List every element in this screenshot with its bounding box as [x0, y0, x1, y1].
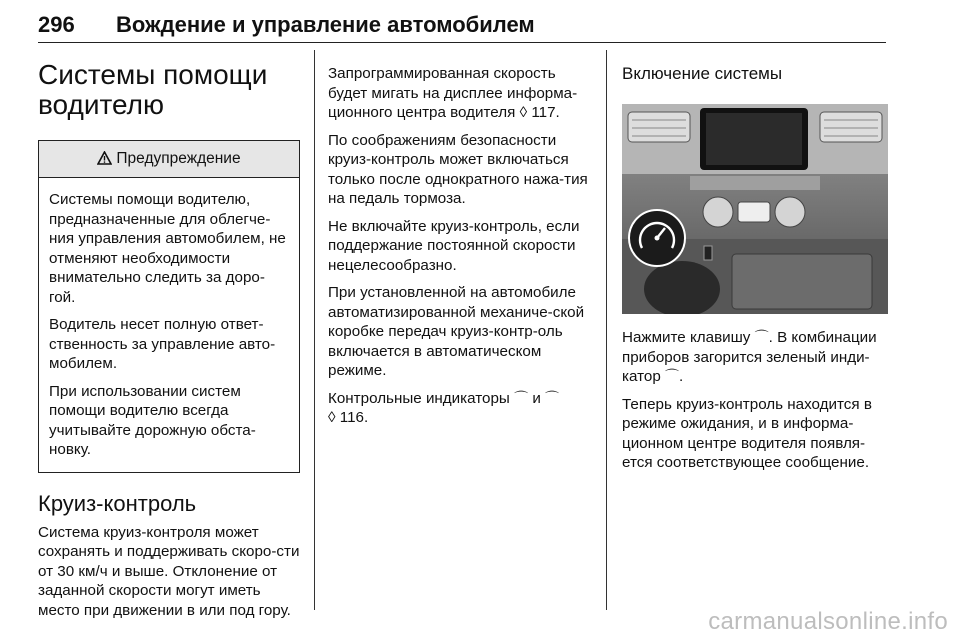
chapter-title: Вождение и управление автомобилем [116, 12, 535, 37]
warning-title: Предупреждение [116, 150, 241, 167]
section-heading: Включение системы [622, 64, 783, 83]
warning-triangle-icon [97, 143, 112, 179]
body-paragraph: При установленной на автомобиле автоматизированной механиче-ской коробке передач круиз-контр-оль включается в автоматическом режиме. [328, 284, 585, 379]
subsection-heading: Круиз-контроль [38, 490, 197, 516]
page-reference: 117. [531, 104, 560, 121]
column-divider [314, 50, 315, 610]
page-number: 296 [38, 12, 75, 37]
warning-paragraph: Системы помощи водителю, предназначенные для облегче-ния управления автомобилем, не отменяют необходимости внимательно следить за доро-гой. [49, 191, 286, 306]
warning-paragraph: При использовании систем помощи водителю всегда учитывайте дорожную обста-новку. [49, 382, 256, 458]
page-header [38, 8, 886, 43]
cruise-control-icon: ⌒ [514, 389, 529, 406]
warning-header [39, 141, 299, 178]
page-reference-arrow-icon: ◊ [328, 409, 336, 426]
cruise-control-icon: ⌒ [754, 329, 769, 345]
column-1 [38, 50, 300, 628]
dashboard-photo [622, 104, 888, 314]
section-heading: Системы помощи водителю [38, 59, 268, 120]
cruise-control-active-icon: ⌒ [545, 389, 560, 406]
warning-box [38, 140, 300, 473]
body-paragraph: Нажмите клавишу ⌒. В комбинации приборов загорится зеленый инди-катор ⌒. [622, 329, 877, 385]
warning-paragraph: Водитель несет полную ответ-ственность за управление авто-мобилем. [49, 316, 276, 372]
body-paragraph: Теперь круиз-контроль находится в режиме ожидания, и в информа-ционном центре водителя появля-ется соответствующее сообщение. [622, 395, 872, 471]
cruise-control-active-icon: ⌒ [665, 368, 680, 384]
column-3 [622, 64, 888, 481]
body-paragraph: Запрограммированная скорость будет мигать на дисплее информа-ционного центра водителя ◊ 117. [328, 65, 578, 121]
body-paragraph: Система круиз-контроля может сохранять и поддерживать скоро-сти от 30 км/ч и выше. Отклонение от заданной скорости могут иметь место при движении в или под гору. [38, 523, 300, 619]
column-divider [606, 50, 607, 610]
page-reference: 116. [339, 409, 369, 426]
watermark: carmanualsonline.info [708, 608, 948, 635]
body-paragraph: По соображениям безопасности круиз-контроль может включаться только после однократного нажа-тия на педаль тормоза. [328, 131, 588, 207]
body-paragraph: Не включайте круиз-контроль, если поддержание постоянной скорости нецелесообразно. [328, 217, 580, 274]
page-reference-arrow-icon: ◊ [519, 104, 528, 121]
column-2 [328, 64, 590, 436]
warning-body [39, 178, 299, 472]
body-paragraph: Контрольные индикаторы ⌒ и ⌒ ◊ 116. [328, 389, 560, 426]
